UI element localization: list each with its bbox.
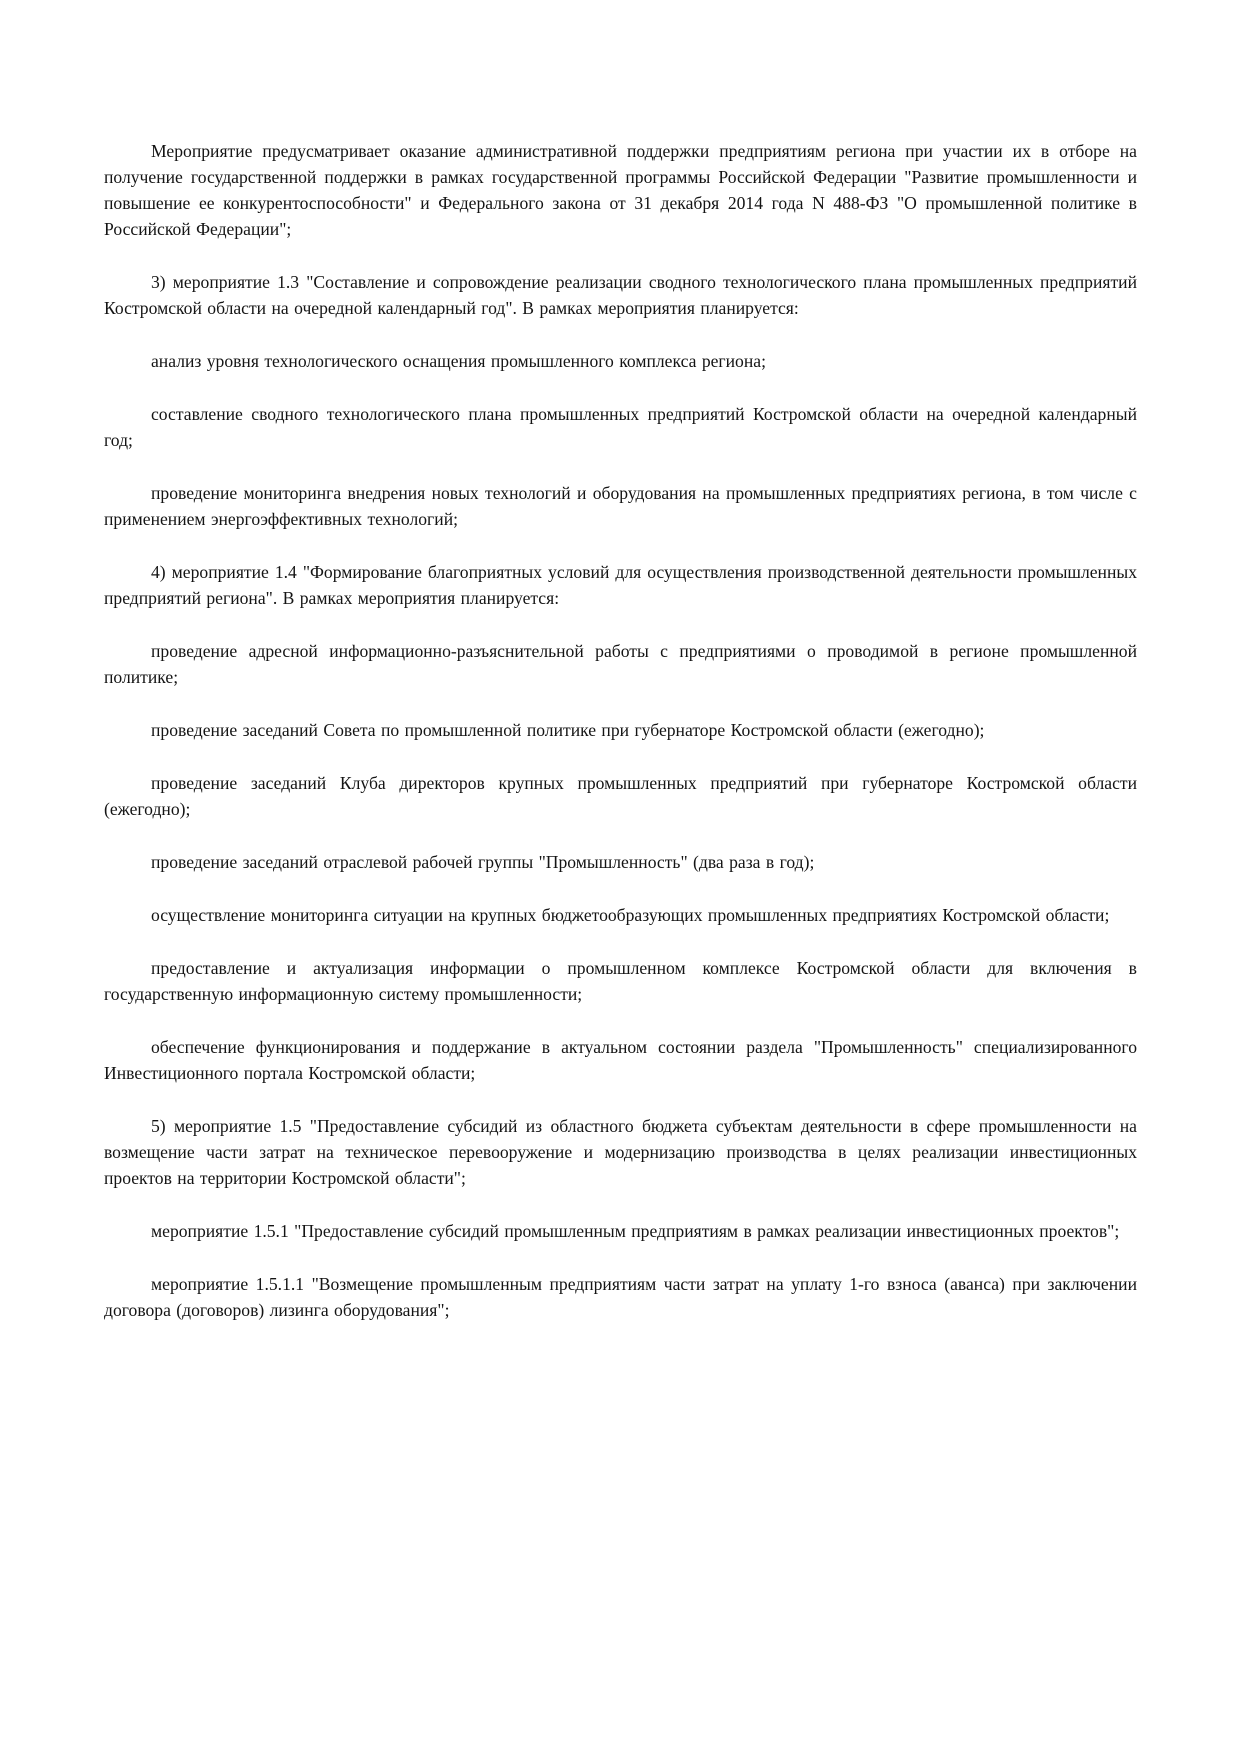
paragraph: 5) мероприятие 1.5 "Предоставление субсидий из областного бюджета субъектам деятельности в сфере промышленности на возмещение части затрат на техническое перевооружение и модернизацию производства в целях реализации инвестиционных проектов на территории Костромской области"; (104, 1116, 1137, 1188)
paragraph: предоставление и актуализация информации о промышленном комплексе Костромской области для включения в государственную информационную систему промышленности; (104, 958, 1137, 1004)
paragraph: проведение заседаний Клуба директоров крупных промышленных предприятий при губернаторе Костромской области (ежегодно); (104, 773, 1137, 819)
paragraph: проведение мониторинга внедрения новых технологий и оборудования на промышленных предприятиях региона, в том числе с применением энергоэффективных технологий; (104, 483, 1137, 529)
paragraph: обеспечение функционирования и поддержание в актуальном состоянии раздела "Промышленность" специализированного Инвестиционного портала Костромской области; (104, 1037, 1137, 1083)
paragraph: мероприятие 1.5.1.1 "Возмещение промышленным предприятиям части затрат на уплату 1-го взноса (аванса) при заключении договора (договоров) лизинга оборудования"; (104, 1274, 1137, 1320)
paragraph: проведение заседаний Совета по промышленной политике при губернаторе Костромской области (ежегодно); (151, 720, 985, 740)
paragraph: мероприятие 1.5.1 "Предоставление субсидий промышленным предприятиям в рамках реализации инвестиционных проектов"; (151, 1221, 1120, 1241)
paragraph: проведение адресной информационно-разъяснительной работы с предприятиями о проводимой в регионе промышленной политике; (104, 641, 1137, 687)
paragraph: составление сводного технологического плана промышленных предприятий Костромской области на очередной календарный год; (104, 404, 1137, 450)
paragraph: осуществление мониторинга ситуации на крупных бюджетообразующих промышленных предприятиях Костромской области; (151, 905, 1110, 925)
paragraph: 3) мероприятие 1.3 "Составление и сопровождение реализации сводного технологического плана промышленных предприятий Костромской области на очередной календарный год". В рамках мероприятия планируется: (104, 272, 1137, 318)
paragraph: проведение заседаний отраслевой рабочей группы "Промышленность" (два раза в год); (151, 852, 815, 872)
paragraph: 4) мероприятие 1.4 "Формирование благоприятных условий для осуществления производственной деятельности промышленных предприятий региона". В рамках мероприятия планируется: (104, 562, 1137, 608)
paragraph: анализ уровня технологического оснащения промышленного комплекса региона; (151, 351, 766, 371)
paragraph: Мероприятие предусматривает оказание административной поддержки предприятиям региона при участии их в отборе на получение государственной поддержки в рамках государственной программы Российской Федерации "Развитие промышленности и повышение ее конкурентоспособности" и Федерального закона от 31 декабря 2014 года N 488-ФЗ "О промышленной политике в Российской Федерации"; (104, 141, 1137, 239)
